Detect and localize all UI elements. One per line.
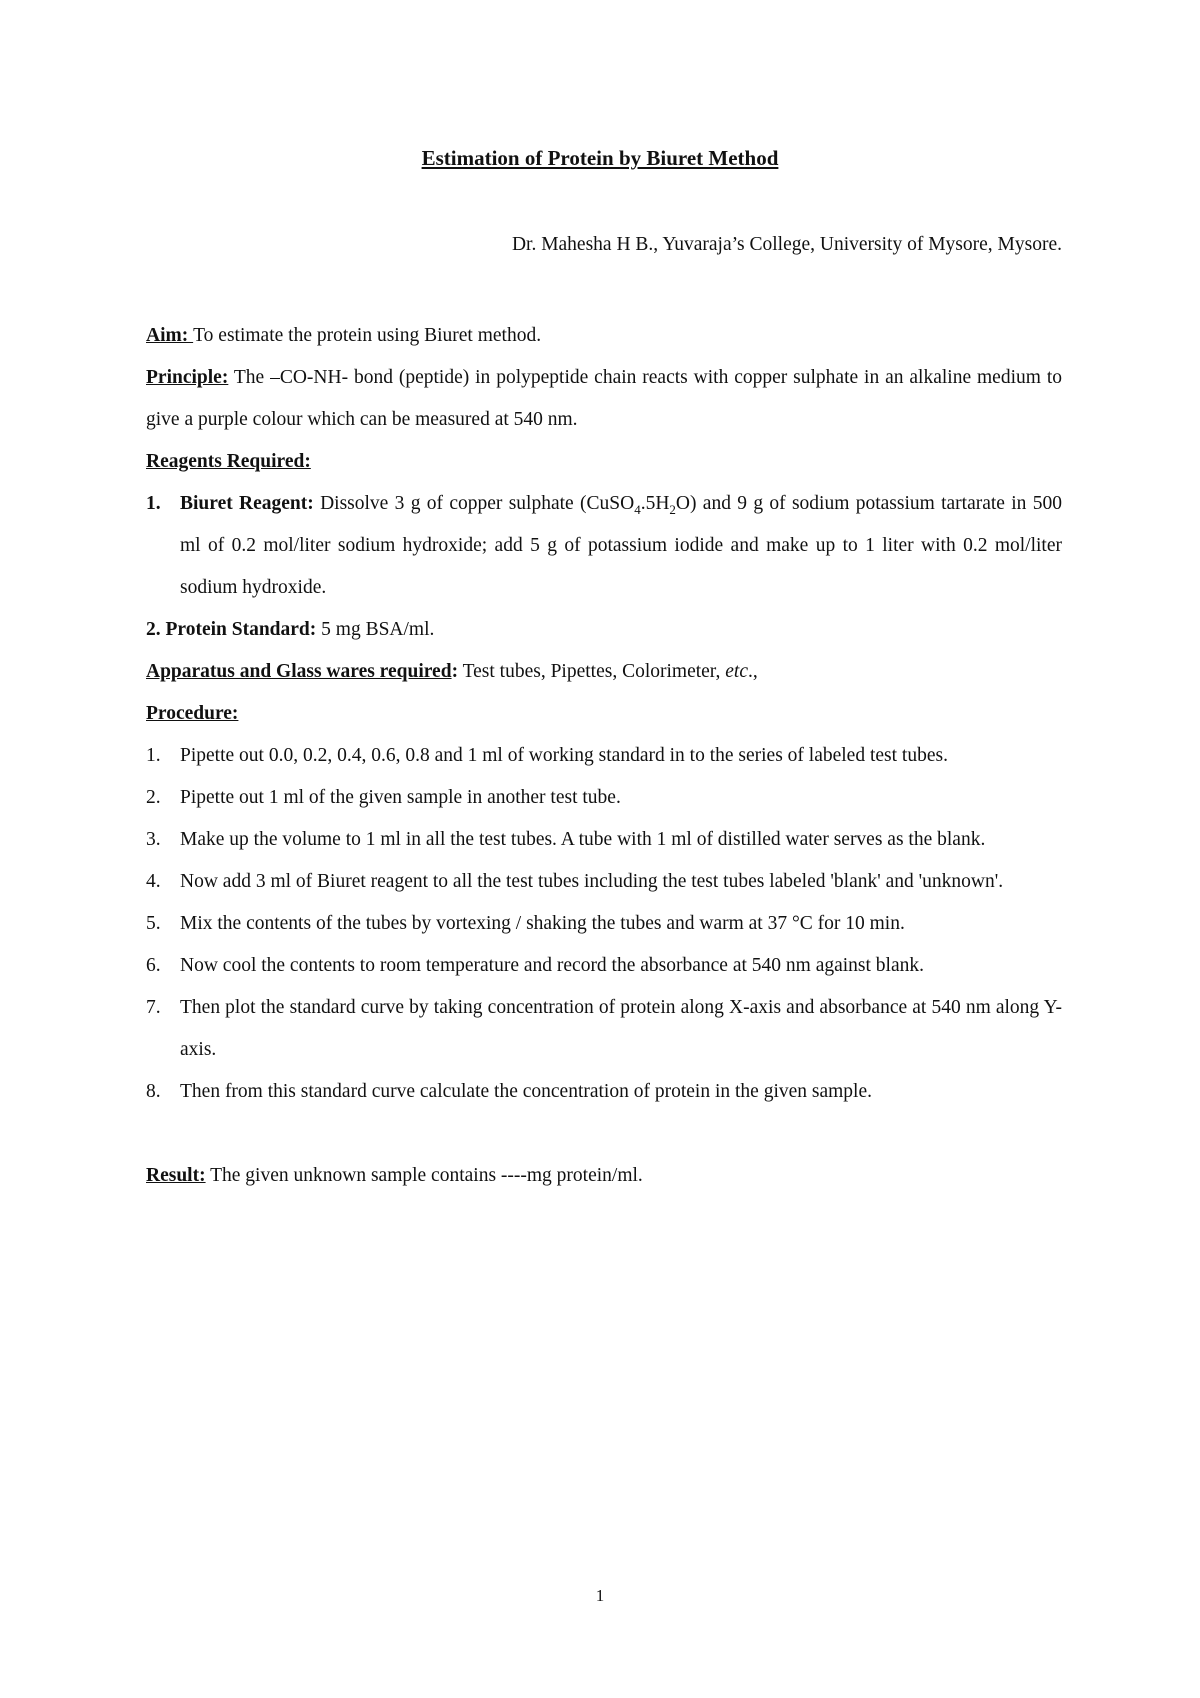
procedure-step xyxy=(146,903,1062,945)
procedure-step xyxy=(146,735,1062,777)
reagent-text-part: O) and 9 g of sodium potassium tartarate in 500 ml of 0.2 mol/liter sodium hydroxide; add 5 g of potassium iodide and make up to 1 liter with 0.2 mol/liter sodium hydroxide. xyxy=(180,493,1062,598)
reagent-text: 5 mg BSA/ml. xyxy=(316,619,435,640)
apparatus-tail: ., xyxy=(748,661,758,682)
step-text: Then plot the standard curve by taking concentration of protein along X-axis and absorbance at 540 nm along Y-axis. xyxy=(180,997,1062,1060)
step-number: 8. xyxy=(146,1081,161,1102)
procedure-step xyxy=(146,861,1062,903)
step-number: 4. xyxy=(146,871,161,892)
reagent-label: Biuret Reagent: xyxy=(180,493,314,514)
principle-text: The –CO-NH- bond (peptide) in polypeptide chain reacts with copper sulphate in an alkaline medium to give a purple colour which can be measured at 540 nm. xyxy=(146,367,1062,430)
page-number: 1 xyxy=(595,1586,605,1605)
step-number: 3. xyxy=(146,829,161,850)
step-text: Mix the contents of the tubes by vortexing / shaking the tubes and warm at 37 °C for 10 min. xyxy=(180,913,905,934)
apparatus-label: Apparatus and Glass wares required xyxy=(146,661,452,682)
reagent-text-part: .5H xyxy=(640,493,670,514)
apparatus-colon: : xyxy=(451,661,459,682)
procedure-step xyxy=(146,945,1062,987)
spacer xyxy=(146,1113,1062,1155)
step-text: Now cool the contents to room temperature and record the absorbance at 540 nm against blank. xyxy=(180,955,925,976)
principle-label: Principle: xyxy=(146,367,229,388)
procedure-step xyxy=(146,777,1062,819)
aim-paragraph xyxy=(146,315,1062,357)
result-paragraph xyxy=(146,1155,1062,1197)
reagent-number: 1. xyxy=(146,493,161,514)
step-text: Pipette out 0.0, 0.2, 0.4, 0.6, 0.8 and 1 ml of working standard in to the series of labeled test tubes. xyxy=(180,745,948,766)
reagent-number: 2. xyxy=(146,619,161,640)
step-number: 2. xyxy=(146,787,161,808)
apparatus-paragraph xyxy=(146,651,1062,693)
step-text: Now add 3 ml of Biuret reagent to all the test tubes including the test tubes labeled 'blank' and 'unknown'. xyxy=(180,871,1004,892)
step-text: Then from this standard curve calculate the concentration of protein in the given sample. xyxy=(180,1081,873,1102)
principle-paragraph xyxy=(146,357,1062,441)
step-number: 7. xyxy=(146,997,161,1018)
reagent-item-standard xyxy=(146,609,1062,651)
reagent-text-part: Dissolve 3 g of copper sulphate (CuSO xyxy=(313,493,635,514)
procedure-step xyxy=(146,819,1062,861)
author-line: Dr. Mahesha H B., Yuvaraja’s College, University of Mysore, Mysore. xyxy=(511,234,1062,255)
reagent-text xyxy=(180,483,1062,609)
reagents-heading: Reagents Required: xyxy=(146,451,311,472)
aim-label: Aim: xyxy=(146,325,194,346)
procedure-step xyxy=(146,987,1062,1071)
reagent-item-biuret xyxy=(146,483,1062,609)
step-text: Pipette out 1 ml of the given sample in another test tube. xyxy=(180,787,621,808)
step-number: 6. xyxy=(146,955,161,976)
result-text: The given unknown sample contains ----mg protein/ml. xyxy=(205,1165,643,1186)
document-body xyxy=(146,315,1062,1197)
result-label: Result: xyxy=(146,1165,206,1186)
step-number: 1. xyxy=(146,745,161,766)
aim-text: To estimate the protein using Biuret method. xyxy=(193,325,542,346)
subscript: 4 xyxy=(634,501,641,517)
subscript: 2 xyxy=(669,501,676,517)
apparatus-etc: etc xyxy=(725,661,749,682)
page-title: Estimation of Protein by Biuret Method xyxy=(421,146,779,170)
procedure-step xyxy=(146,1071,1062,1113)
reagent-label: Protein Standard: xyxy=(165,619,317,640)
procedure-heading: Procedure: xyxy=(146,703,239,724)
step-number: 5. xyxy=(146,913,161,934)
step-text: Make up the volume to 1 ml in all the test tubes. A tube with 1 ml of distilled water serves as the blank. xyxy=(180,829,986,850)
apparatus-text: Test tubes, Pipettes, Colorimeter, xyxy=(458,661,726,682)
